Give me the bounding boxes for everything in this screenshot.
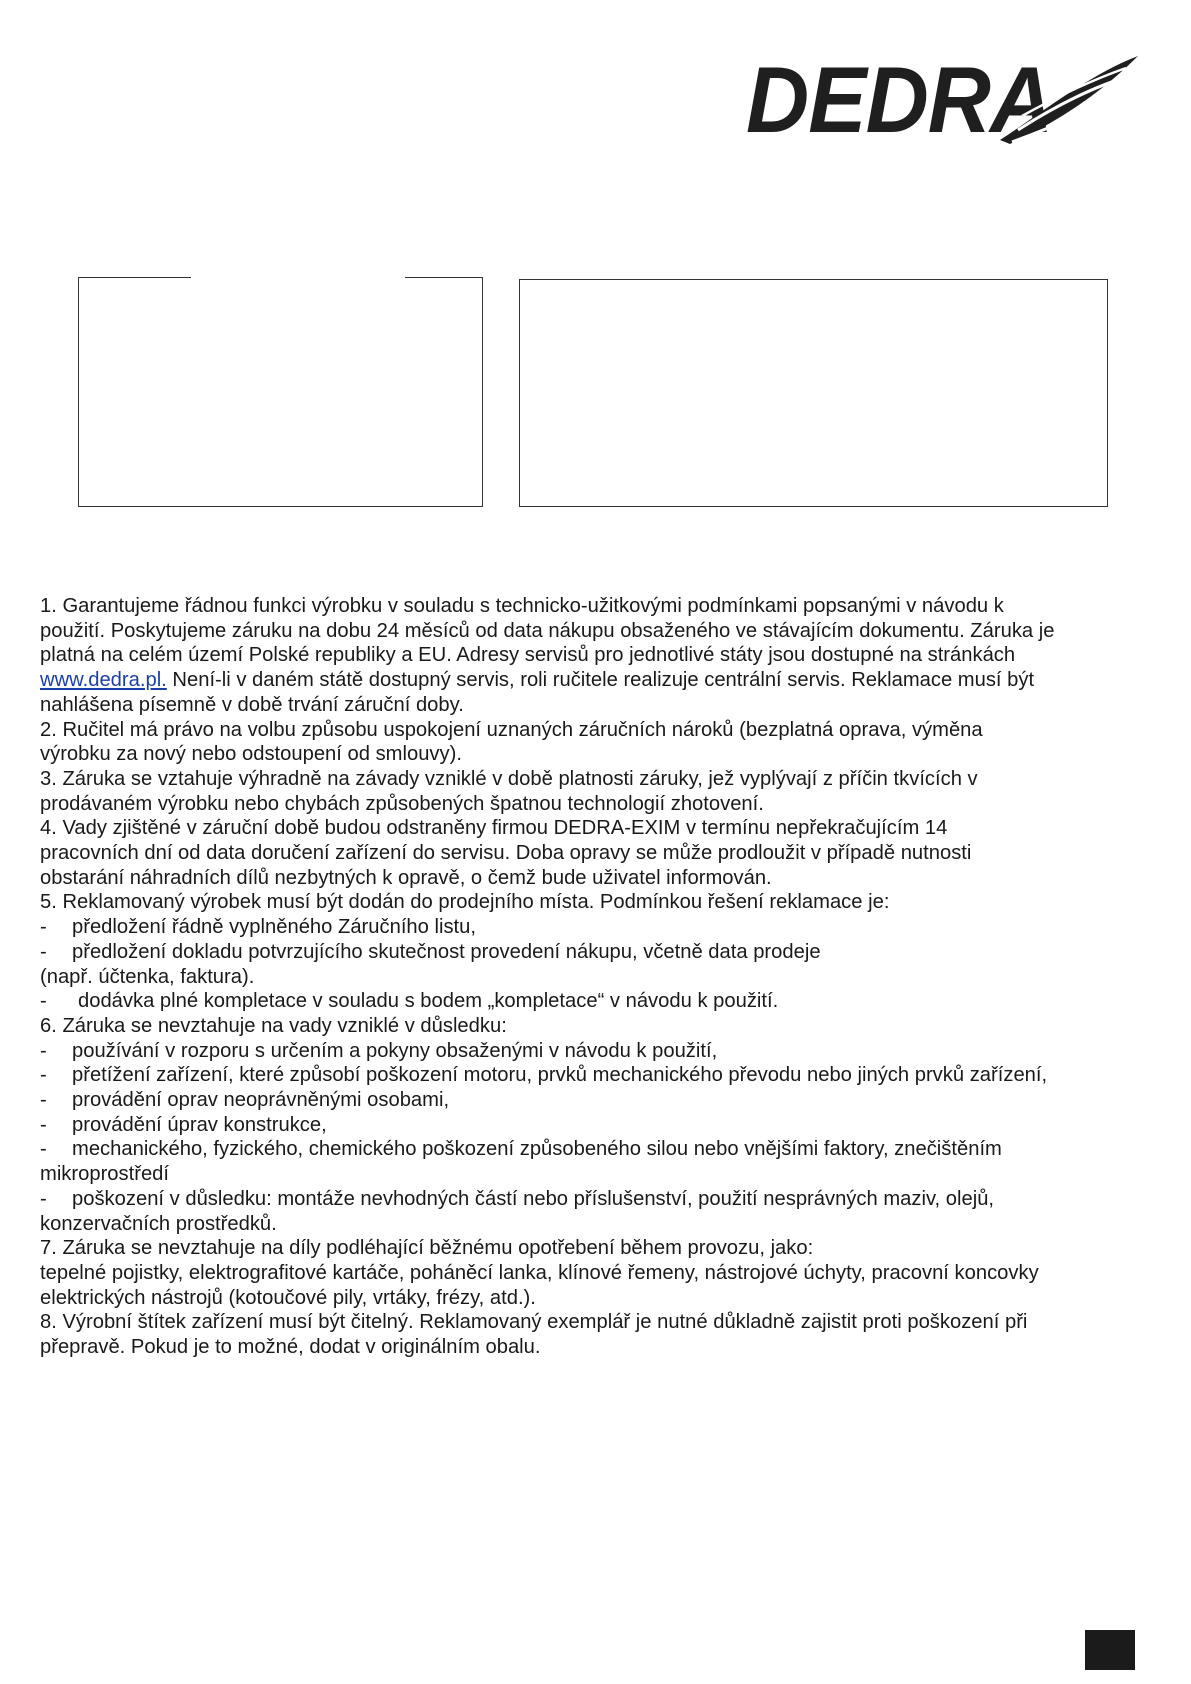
terms-line: 4. Vady zjištěné v záruční době budou odstraněny firmou DEDRA-EXIM v termínu nepřekračujícím 14 xyxy=(40,817,948,840)
terms-line: 5. Reklamovaný výrobek musí být dodán do prodejního místa. Podmínkou řešení reklamace je: xyxy=(40,891,890,914)
terms-line: obstarání náhradních dílů nezbytných k opravě, o čemž bude uživatel informován. xyxy=(40,866,772,889)
dash-marker: - xyxy=(40,1039,47,1062)
dash-marker: - xyxy=(40,1113,47,1136)
page-corner-mark xyxy=(1085,1630,1135,1670)
logo-wing-icon xyxy=(1000,54,1138,146)
warranty-terms xyxy=(40,594,1160,1360)
dash-marker: - xyxy=(40,1187,47,1210)
terms-line: konzervačních prostředků. xyxy=(40,1212,277,1235)
terms-line: 7. Záruka se nevztahuje na díly podléhající běžnému opotřebení během provozu, jako: xyxy=(40,1237,814,1260)
dash-marker: - xyxy=(40,1138,47,1161)
terms-line-rest: Není-li v daném státě dostupný servis, roli ručitele realizuje centrální servis. Reklamace musí být xyxy=(166,669,1035,692)
dash-marker: - xyxy=(40,990,47,1013)
dash-item: - provádění úprav konstrukce, xyxy=(40,1113,327,1136)
stamp-box-gap xyxy=(191,275,405,281)
dash-marker: - xyxy=(40,916,47,939)
terms-line: 6. Záruka se nevztahuje na vady vzniklé v důsledku: xyxy=(40,1014,507,1037)
terms-line: mikroprostředí xyxy=(40,1163,170,1186)
terms-line: nahlášena písemně v době trvání záruční doby. xyxy=(40,693,464,716)
dedra-logo xyxy=(746,47,1138,152)
dash-marker: - xyxy=(40,940,47,963)
terms-line: tepelné pojistky, elektrografitové kartáče, poháněcí lanka, klínové řemeny, nástrojové úchyty, pracovní koncovky xyxy=(40,1261,1039,1284)
dash-item: - provádění oprav neoprávněnými osobami, xyxy=(40,1089,450,1112)
product-info-box xyxy=(519,279,1108,507)
terms-line: elektrických nástrojů (kotoučové pily, vrtáky, frézy, atd.). xyxy=(40,1286,536,1309)
terms-line: výrobku za nový nebo odstoupení od smlouvy). xyxy=(40,743,462,766)
dash-item: - předložení řádně vyplněného Záručního listu, xyxy=(40,916,477,939)
dash-item: - dodávka plné kompletace v souladu s bodem „kompletace“ v návodu k použití. xyxy=(40,990,779,1013)
terms-line: pracovních dní od data doručení zařízení do servisu. Doba opravy se může prodloužit v případě nutnosti xyxy=(40,842,972,865)
logo-wordmark: DEDRA xyxy=(746,47,1053,152)
terms-line: použití. Poskytujeme záruku na dobu 24 měsíců od data nákupu obsaženého ve stávajícím dokumentu. Záruka je xyxy=(40,619,1055,642)
dash-item: - přetížení zařízení, které způsobí poškození motoru, prvků mechanického převodu nebo jiných prvků zařízení, xyxy=(40,1064,1048,1087)
dedra-website-link[interactable]: www.dedra.pl. xyxy=(40,669,167,692)
dash-item: - mechanického, fyzického, chemického poškození způsobeného silou nebo vnějšími faktory, znečištěním xyxy=(40,1138,1002,1161)
terms-line: 2. Ručitel má právo na volbu způsobu uspokojení uznaných záručních nároků (bezplatná oprava, výměna xyxy=(40,718,983,741)
terms-line: (např. účtenka, faktura). xyxy=(40,965,255,988)
dash-marker: - xyxy=(40,1064,47,1087)
terms-line: 3. Záruka se vztahuje výhradně na závady vzniklé v době platnosti záruky, jež vyplývají z příčin tkvících v xyxy=(40,767,978,790)
terms-line-with-link xyxy=(40,668,1160,693)
dash-item: - používání v rozporu s určením a pokyny obsaženými v návodu k použití, xyxy=(40,1039,718,1062)
terms-line: 1. Garantujeme řádnou funkci výrobku v souladu s technicko-užitkovými podmínkami popsanými v návodu k xyxy=(40,595,1004,617)
terms-line: platná na celém území Polské republiky a EU. Adresy servisů pro jednotlivé státy jsou dostupné na stránkách xyxy=(40,644,1016,667)
dash-marker: - xyxy=(40,1089,47,1112)
dash-item: - poškození v důsledku: montáže nevhodných částí nebo příslušenství, použití nesprávných maziv, olejů, xyxy=(40,1187,995,1210)
terms-line: prodávaném výrobku nebo chybách způsobených špatnou technologií zhotovení. xyxy=(40,792,764,815)
terms-line: přepravě. Pokud je to možné, dodat v originálním obalu. xyxy=(40,1336,541,1359)
stamp-box xyxy=(78,277,483,507)
dash-item: - předložení dokladu potvrzujícího skutečnost provedení nákupu, včetně data prodeje xyxy=(40,940,821,963)
terms-line: 8. Výrobní štítek zařízení musí být čitelný. Reklamovaný exemplář je nutné důkladně zajistit proti poškození při xyxy=(40,1311,1028,1334)
